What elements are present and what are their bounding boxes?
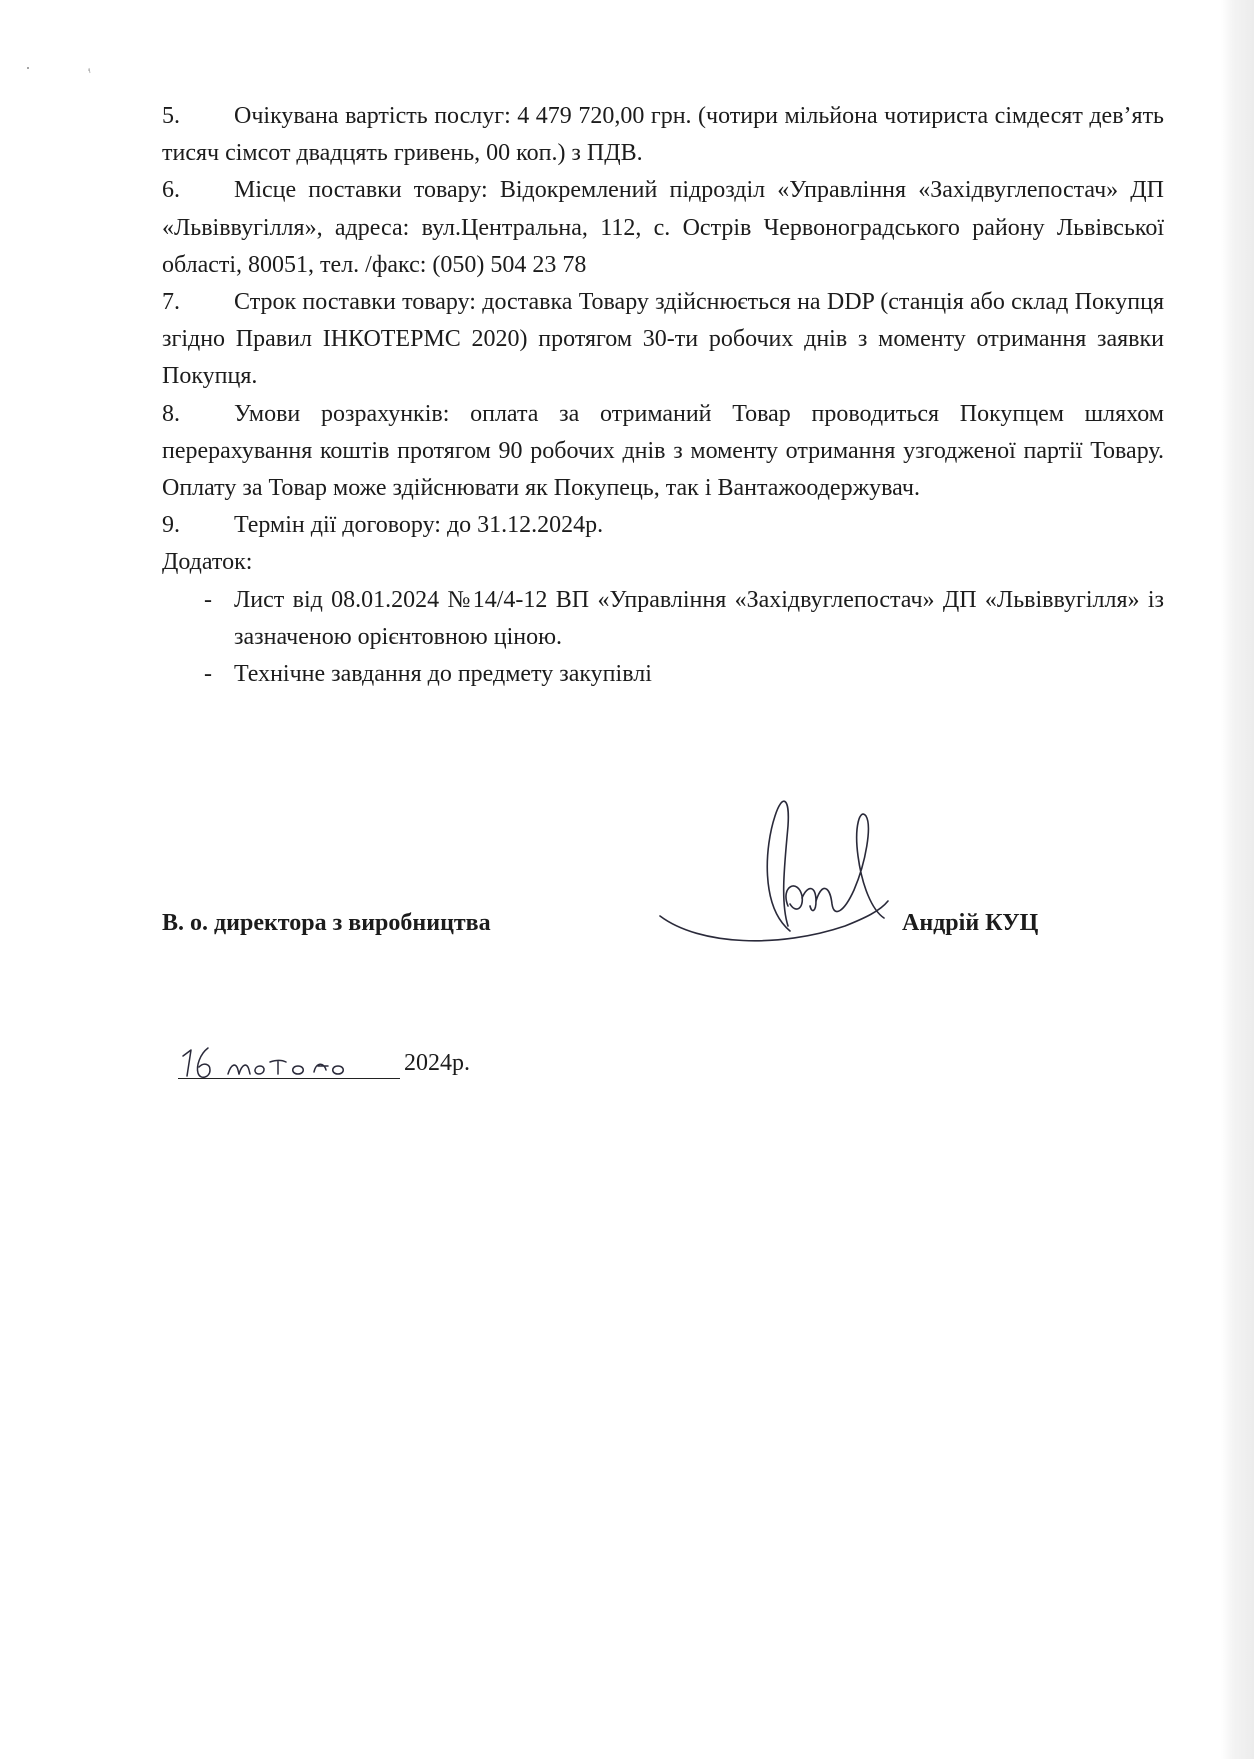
list-dash: - — [204, 586, 212, 613]
list-dash: - — [204, 661, 212, 688]
signature-block — [162, 910, 1082, 950]
date-block — [178, 1040, 578, 1100]
signatory-title: В. о. директора з виробництва — [162, 910, 491, 936]
clause-text: Місце поставки товару: Відокремлений підрозділ «Управління «Західвуглепостач» ДП «Львіввугілля», адреса: вул.Центральна, 112, с. Острів Червоноградського району Львівської області, 80051, тел. /факс: (050) 504 23 78 — [162, 177, 1164, 278]
clause-7 — [162, 284, 1164, 396]
scan-specks — [20, 60, 100, 80]
attachment-text: Лист від 08.01.2024 №14/4-12 ВП «Управління «Західвуглепостач» ДП «Львіввугілля» із зазначеною орієнтовною ціною. — [234, 586, 1164, 650]
clause-5 — [162, 98, 1164, 172]
scan-edge-shadow — [1221, 0, 1254, 1759]
clause-number: 5. — [162, 103, 180, 129]
clause-number: 7. — [162, 289, 180, 316]
clause-text: Умови розрахунків: оплата за отриманий Товар проводиться Покупцем шляхом перерахування коштів протягом 90 робочих днів з моменту отримання узгодженої партії Товару. Оплату за Товар може здійснювати як Покупець, так і Вантажоодержувач. — [162, 400, 1164, 502]
attachments-heading: Додаток: — [162, 549, 253, 576]
handwritten-date — [178, 1040, 408, 1086]
clause-number: 6. — [162, 177, 180, 204]
clause-6 — [162, 172, 1164, 284]
attachment-item — [162, 656, 1164, 693]
clause-text: Строк поставки товару: доставка Товару здійснюється на DDP (станція або склад Покупця згідно Правил ІНКОТЕРМС 2020) протягом 30-ти робочих днів з моменту отримання заявки Покупця. — [162, 289, 1164, 390]
clause-8 — [162, 396, 1164, 508]
clause-text: Очікувана вартість послуг: 4 479 720,00 грн. (чотири мільйона чотириста сімдесят дев’ять тисяч сімсот двадцять гривень, 00 коп.) з ПДВ. — [162, 103, 1164, 167]
clause-number: 9. — [162, 512, 180, 539]
date-year: 2024р. — [404, 1050, 470, 1076]
clause-number: 8. — [162, 400, 180, 427]
date-handwritten-text: 16 лютого — [178, 1084, 183, 1085]
attachment-text: Технічне завдання до предмету закупівлі — [234, 661, 652, 688]
document-body — [162, 98, 1164, 693]
date-underline — [178, 1078, 400, 1079]
attachment-item — [162, 582, 1164, 656]
clause-9 — [162, 507, 1164, 544]
clause-text: Термін дії договору: до 31.12.2024р. — [234, 512, 604, 539]
signatory-name: Андрій КУЦ — [902, 910, 1039, 936]
